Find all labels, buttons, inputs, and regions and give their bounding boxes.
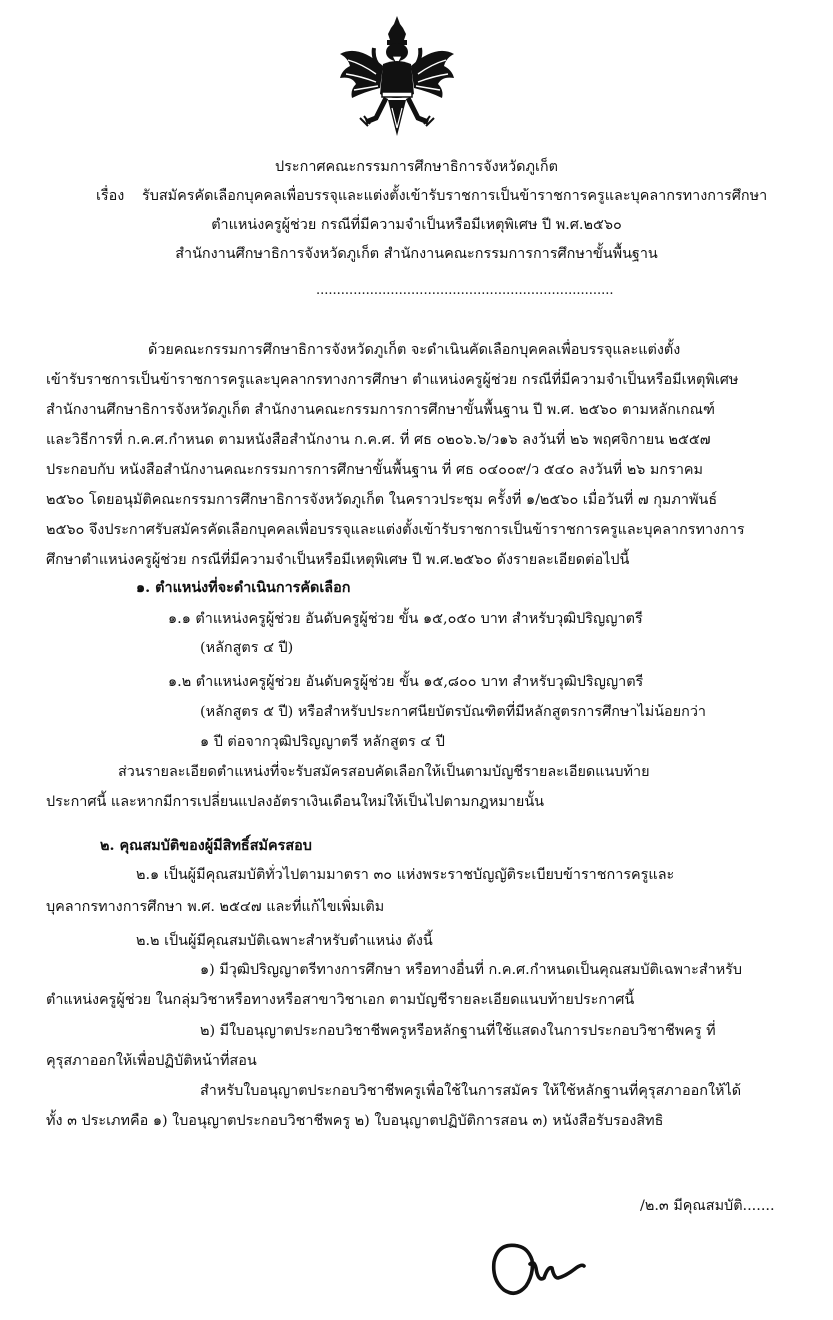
subject-text: รับสมัครคัดเลือกบุคคลเพื่อบรรจุและแต่งตั้งเข้ารับราชการเป็นข้าราชการครูและบุคลากรทางการศึกษา bbox=[142, 188, 768, 204]
announcement-title: ประกาศคณะกรรมการศึกษาธิการจังหวัดภูเก็ต bbox=[275, 159, 558, 175]
continuation-marker: /๒.๓ มีคุณสมบัติ....... bbox=[640, 1198, 775, 1214]
handwritten-signature-icon bbox=[488, 1238, 588, 1300]
intro-line: ๒๕๖๐ โดยอนุมัติคณะกรรมการศึกษาธิการจังหวัดภูเก็ต ในคราวประชุม ครั้งที่ ๑/๒๕๖๐ เมื่อวันที่ ๗ กุมภาพันธ์ bbox=[46, 492, 718, 508]
subject-label: เรื่อง bbox=[96, 188, 125, 204]
qualification-2-1-line-2: บุคลากรทางการศึกษา พ.ศ. ๒๕๔๗ และที่แก้ไขเพิ่มเติม bbox=[46, 899, 385, 915]
intro-line: และวิธีการที่ ก.ค.ศ.กำหนด ตามหนังสือสำนักงาน ก.ค.ศ. ที่ ศธ ๐๒๐๖.๖/ว๑๖ ลงวันที่ ๒๖ พฤศจิกายน ๒๕๕๗ bbox=[46, 432, 711, 448]
qualification-2-1-line-1: ๒.๑ เป็นผู้มีคุณสมบัติทั่วไปตามมาตรา ๓๐ แห่งพระราชบัญญัติระเบียบข้าราชการครูและ bbox=[136, 867, 675, 883]
specific-qualification-1-line-1: ๑) มีวุฒิปริญญาตรีทางการศึกษา หรือทางอื่นที่ ก.ค.ศ.กำหนดเป็นคุณสมบัติเฉพาะสำหรับ bbox=[200, 962, 743, 978]
garuda-emblem-icon bbox=[336, 14, 458, 142]
license-note-line-2: ทั้ง ๓ ประเภทคือ ๑) ใบอนุญาตประกอบวิชาชีพครู ๒) ใบอนุญาตปฏิบัติการสอน ๓) หนังสือรับรองสิทธิ bbox=[46, 1113, 664, 1129]
position-1-2-line-2: (หลักสูตร ๕ ปี) หรือสำหรับประกาศนียบัตรบัณฑิตที่มีหลักสูตรการศึกษาไม่น้อยกว่า bbox=[200, 704, 706, 720]
intro-line: ศึกษาตำแหน่งครูผู้ช่วย กรณีที่มีความจำเป็นหรือมีเหตุพิเศษ ปี พ.ศ.๒๕๖๐ ดังรายละเอียดต่อไปนี้ bbox=[46, 552, 630, 568]
section-2-heading: ๒. คุณสมบัติของผู้มีสิทธิ์สมัครสอบ bbox=[100, 837, 312, 854]
subject-line-3: สำนักงานศึกษาธิการจังหวัดภูเก็ต สำนักงานคณะกรรมการการศึกษาขั้นพื้นฐาน bbox=[175, 246, 658, 262]
intro-line: เข้ารับราชการเป็นข้าราชการครูและบุคลากรทางการศึกษา ตำแหน่งครูผู้ช่วย กรณีที่มีความจำเป็นหรือมีเหตุพิเศษ bbox=[46, 372, 739, 388]
subject-line-2: ตำแหน่งครูผู้ช่วย กรณีที่มีความจำเป็นหรือมีเหตุพิเศษ ปี พ.ศ.๒๕๖๐ bbox=[211, 217, 622, 233]
position-1-2-line-3: ๑ ปี ต่อจากวุฒิปริญญาตรี หลักสูตร ๔ ปี bbox=[200, 734, 445, 750]
specific-qualification-2-line-2: คุรุสภาออกให้เพื่อปฏิบัติหน้าที่สอน bbox=[46, 1053, 257, 1069]
section-1-note-line-2: ประกาศนี้ และหากมีการเปลี่ยนแปลงอัตราเงินเดือนใหม่ให้เป็นไปตามกฎหมายนั้น bbox=[46, 794, 544, 810]
intro-line: ๒๕๖๐ จึงประกาศรับสมัครคัดเลือกบุคคลเพื่อบรรจุและแต่งตั้งเข้ารับราชการเป็นข้าราชการครูและบุคลากรทางการ bbox=[46, 522, 745, 538]
intro-line: สำนักงานศึกษาธิการจังหวัดภูเก็ต สำนักงานคณะกรรมการการศึกษาขั้นพื้นฐาน ปี พ.ศ. ๒๕๖๐ ตามหลักเกณฑ์ bbox=[46, 402, 715, 418]
specific-qualification-1-line-2: ตำแหน่งครูผู้ช่วย ในกลุ่มวิชาหรือทางหรือสาขาวิชาเอก ตามบัญชีรายละเอียดแนบท้ายประกาศนี้ bbox=[46, 992, 635, 1008]
intro-line: ด้วยคณะกรรมการศึกษาธิการจังหวัดภูเก็ต จะดำเนินคัดเลือกบุคคลเพื่อบรรจุและแต่งตั้ง bbox=[148, 342, 681, 358]
position-1-1-line-1: ๑.๑ ตำแหน่งครูผู้ช่วย อันดับครูผู้ช่วย ขั้น ๑๕,๐๕๐ บาท สำหรับวุฒิปริญญาตรี bbox=[168, 611, 643, 627]
position-1-2-line-1: ๑.๒ ตำแหน่งครูผู้ช่วย อันดับครูผู้ช่วย ขั้น ๑๕,๘๐๐ บาท สำหรับวุฒิปริญญาตรี bbox=[168, 674, 644, 690]
position-1-1-line-2: (หลักสูตร ๔ ปี) bbox=[200, 640, 294, 656]
qualification-2-2: ๒.๒ เป็นผู้มีคุณสมบัติเฉพาะสำหรับตำแหน่ง ดังนี้ bbox=[136, 933, 433, 949]
header-separator: ........................................................................ bbox=[316, 283, 614, 298]
intro-line: ประกอบกับ หนังสือสำนักงานคณะกรรมการการศึกษาขั้นพื้นฐาน ที่ ศธ ๐๔๐๐๙/ว ๕๔๐ ลงวันที่ ๒๖ มกราคม bbox=[46, 462, 704, 478]
specific-qualification-2-line-1: ๒) มีใบอนุญาตประกอบวิชาชีพครูหรือหลักฐานที่ใช้แสดงในการประกอบวิชาชีพครู ที่ bbox=[200, 1023, 716, 1039]
license-note-line-1: สำหรับใบอนุญาตประกอบวิชาชีพครูเพื่อใช้ในการสมัคร ให้ใช้หลักฐานที่คุรุสภาออกให้ได้ bbox=[200, 1083, 742, 1099]
section-1-heading: ๑. ตำแหน่งที่จะดำเนินการคัดเลือก bbox=[136, 579, 351, 596]
section-1-note-line-1: ส่วนรายละเอียดตำแหน่งที่จะรับสมัครสอบคัดเลือกให้เป็นตามบัญชีรายละเอียดแนบท้าย bbox=[118, 764, 650, 780]
